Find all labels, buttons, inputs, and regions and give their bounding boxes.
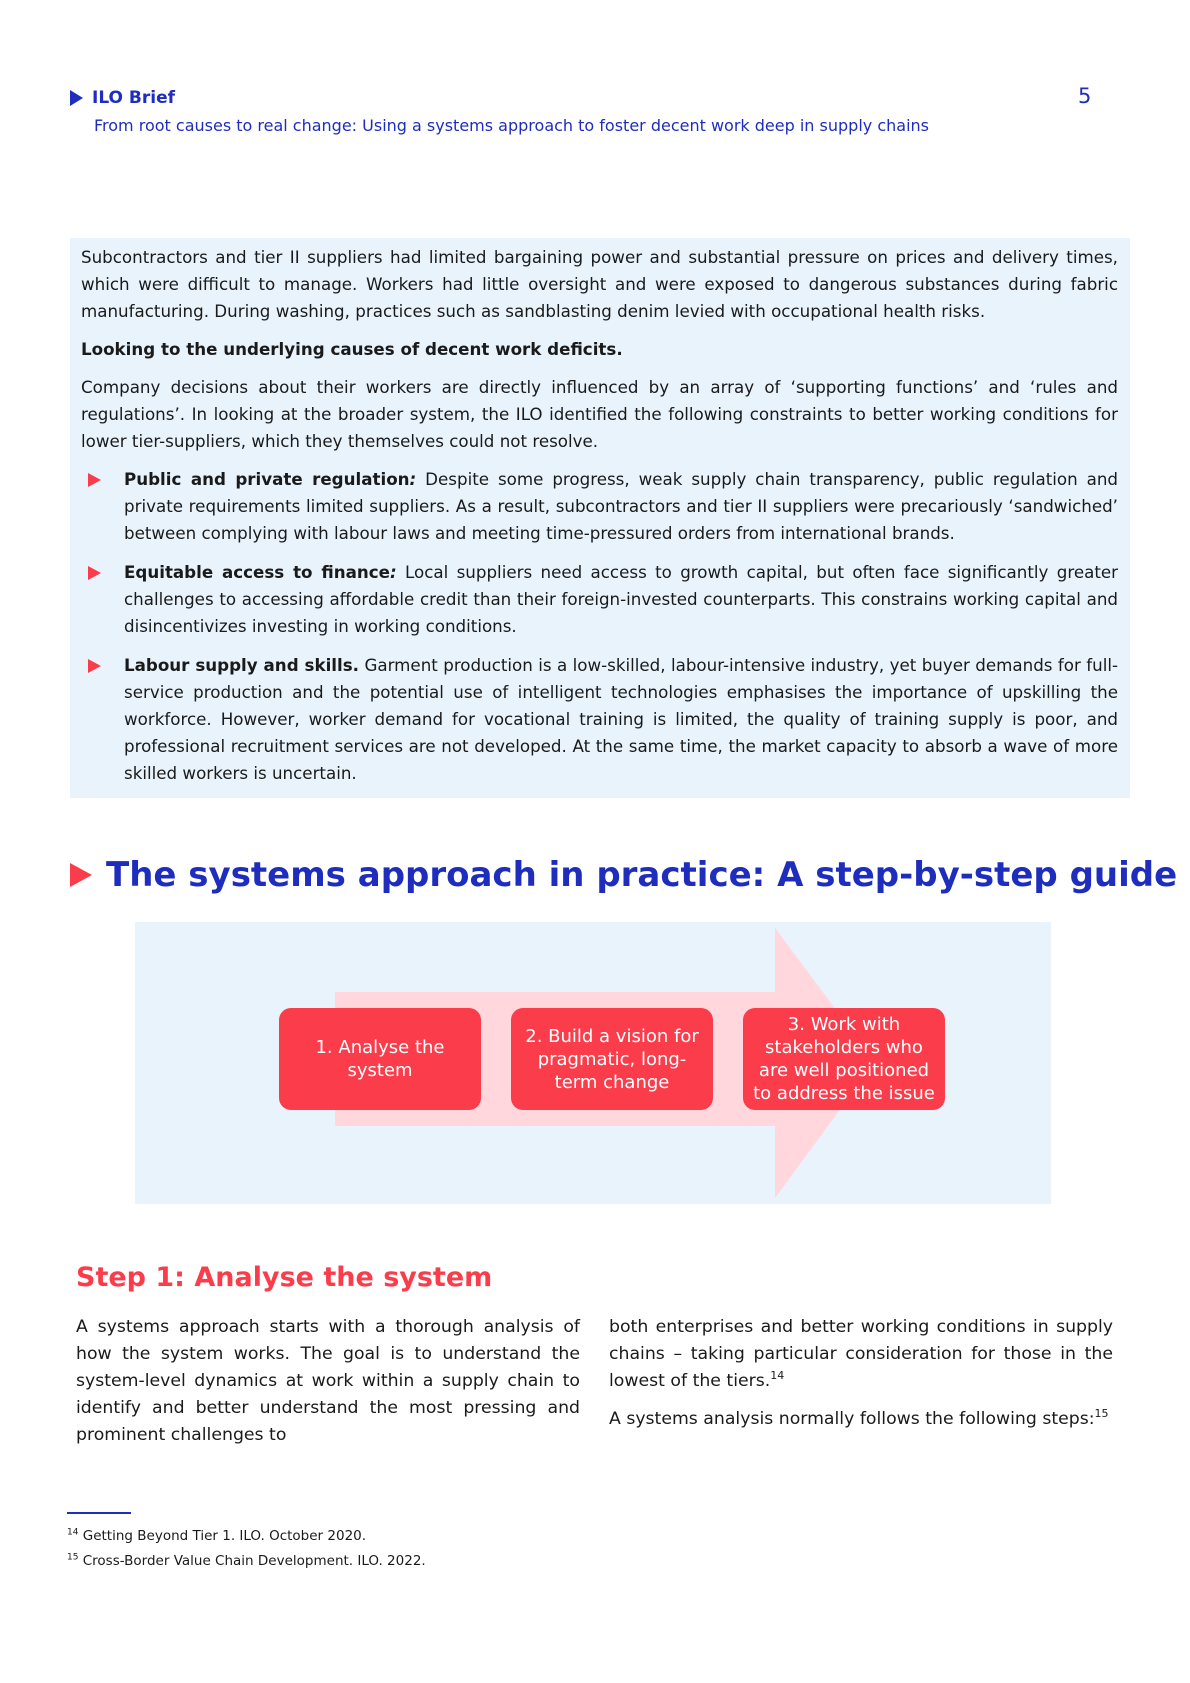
left-column bbox=[76, 1314, 580, 1460]
right-paragraph-2: A systems analysis normally follows the following steps:$^{15}$ bbox=[609, 1407, 1109, 1429]
footnote-ref-15[interactable]: 15 bbox=[1094, 1407, 1109, 1421]
bullet-text: Local suppliers need access to growth capital, but often face significantly greater challenges to accessing affordable credit than their foreign-invested counterparts. This constrains working capital and disincentivizes investing in working conditions. bbox=[124, 562, 1119, 636]
bullet-text: Garment production is a low-skilled, labour-intensive industry, yet buyer demands for full-service production and the potential use of intelligent technologies emphasises the importance of upskilling the workforce. However, worker demand for vocational training is limited, the quality of training supply is poor, and professional recruitment services are not developed. At the same time, the market capacity to absorb a wave of more skilled workers is uncertain. bbox=[124, 655, 1118, 783]
constraints-list bbox=[81, 466, 1118, 787]
section-title: The systems approach in practice: A step-by-step guide bbox=[106, 855, 1178, 895]
bullet-lead: Public and private regulation bbox=[124, 469, 410, 489]
bullet-lead: Equitable access to finance bbox=[124, 562, 390, 582]
list-item bbox=[81, 559, 1118, 640]
bullet-triangle-icon bbox=[88, 659, 101, 673]
box-heading: Looking to the underlying causes of decent work deficits. bbox=[81, 339, 623, 359]
step-box-2: 2. Build a vision for pragmatic, long-term change bbox=[511, 1008, 713, 1110]
box-paragraph: Company decisions about their workers are directly influenced by an array of ‘supporting functions’ and ‘rules and regulations’. In looking at the broader system, the ILO identified the following constraints to better working conditions for lower tier-suppliers, which they themselves could not resolve. bbox=[81, 377, 1118, 451]
section-triangle-icon bbox=[70, 863, 92, 887]
bullet-separator: : bbox=[409, 469, 417, 489]
step-box-1: 1. Analyse the system bbox=[279, 1008, 481, 1110]
left-paragraph: A systems approach starts with a thorough analysis of how the system works. The goal is to understand the system-level dynamics at work within a supply chain to identify and better understand the most pressing and prominent challenges to bbox=[76, 1317, 580, 1445]
case-study-box bbox=[70, 238, 1130, 798]
right-column bbox=[609, 1314, 1113, 1444]
footnote-divider bbox=[67, 1512, 131, 1514]
footnote-15: $^{15}$ Cross-Border Value Chain Development. ILO. 2022. bbox=[67, 1552, 426, 1569]
running-header bbox=[70, 88, 1110, 135]
section-heading bbox=[70, 855, 1177, 895]
bullet-text: Despite some progress, weak supply chain transparency, public regulation and private requirements limited suppliers. As a result, subcontractors and tier II suppliers were precariously ‘sandwiched’ between complying with labour laws and meeting time-pressured orders from international brands. bbox=[124, 469, 1118, 543]
footnote-ref-14[interactable]: 14 bbox=[770, 1369, 785, 1383]
footnote-14: $^{14}$ Getting Beyond Tier 1. ILO. October 2020. bbox=[67, 1527, 367, 1544]
triangle-marker-icon bbox=[70, 90, 83, 106]
list-item bbox=[81, 466, 1118, 547]
list-item bbox=[81, 652, 1118, 787]
page-number: 5 bbox=[1078, 84, 1092, 108]
bullet-triangle-icon bbox=[88, 566, 101, 580]
bullet-triangle-icon bbox=[88, 473, 101, 487]
brand-label: ILO Brief bbox=[92, 88, 176, 108]
bullet-lead: Labour supply and skills. bbox=[124, 655, 360, 675]
box-intro-paragraph: Subcontractors and tier II suppliers had limited bargaining power and substantial pressure on prices and delivery times, which were difficult to manage. Workers had little oversight and were exposed to dangerous substances during fabric manufacturing. During washing, practices such as sandblasting denim levied with occupational health risks. bbox=[81, 247, 1118, 321]
footnotes bbox=[67, 1524, 426, 1574]
bullet-separator: : bbox=[389, 562, 397, 582]
step-box-3: 3. Work with stakeholders who are well positioned to address the issue bbox=[743, 1008, 945, 1110]
step1-heading: Step 1: Analyse the system bbox=[76, 1262, 493, 1293]
right-paragraph-1: both enterprises and better working conditions in supply chains – taking particular consideration for those in the lowest of the tiers.$^{14}$ bbox=[609, 1317, 1113, 1391]
document-subtitle: From root causes to real change: Using a systems approach to foster decent work deep in supply chains bbox=[94, 116, 929, 135]
step-diagram bbox=[135, 922, 1051, 1204]
